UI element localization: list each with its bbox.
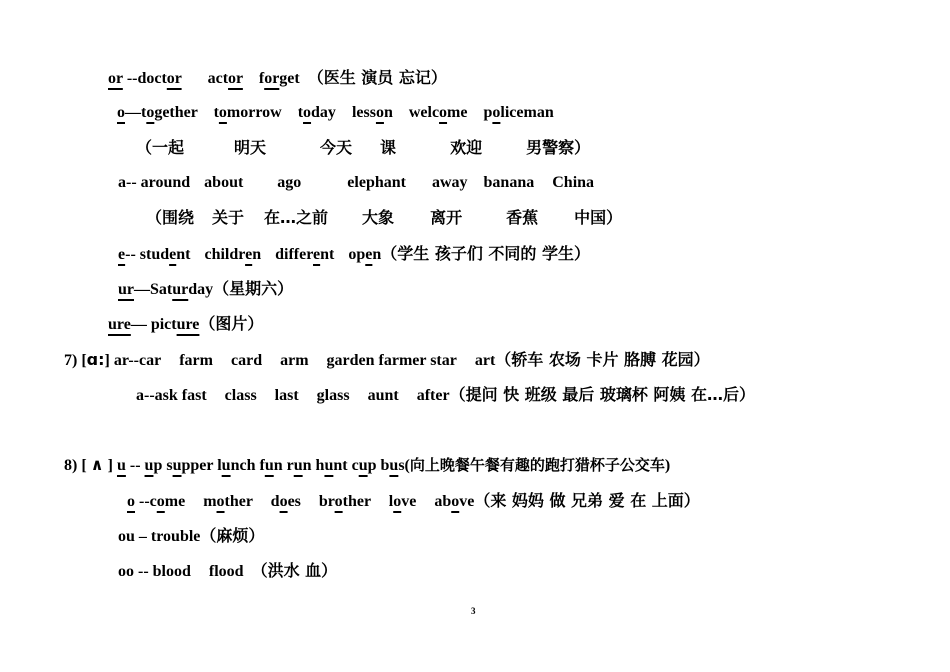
line-a: a-- around about ago elephant away banana China [118,174,595,191]
line-or: or --doctor actor forget （医生 演员 忘记） [108,68,447,87]
line-a-ask: a--ask fast class last glass aunt after（提问 快 班级 最后 玻璃杯 阿姨 在…后） [136,385,755,404]
line-o: o—together tomorrow today lesson welcome policeman [117,104,554,121]
line-ur: ur—Saturday（星期六） [118,279,294,298]
line-ou: ou – trouble（麻烦） [118,526,265,545]
phonics-or: or [108,70,123,87]
line-oo: oo -- blood flood （洪水 血） [118,561,338,580]
line-a-gloss: （围绕 关于 在…之前 大象 离开 香蕉 中国） [146,208,623,227]
line-e: e-- student children different open（学生 孩子们 不同的 学生） [118,244,590,263]
chinese-gloss: （医生 演员 忘记） [307,68,447,87]
section-8-heading: 8) [ ∧ ] u -- up supper lunch fun run hunt cup bus(向上晚餐午餐有趣的跑打猎杯子公交车) [64,456,671,474]
line-o-gloss: （一起 明天 今天 课 欢迎 男警察） [136,138,591,157]
page-number: 3 [471,606,476,616]
line-ure: ure— picture（图片） [108,314,264,333]
section-7-heading: 7) [ɑ:] ar--car farm card arm garden farmer star art（轿车 农场 卡片 胳膊 花园） [64,350,710,369]
line-o-come: o --come mother does brother love above（来 妈妈 做 兄弟 爱 在 上面） [127,491,700,510]
